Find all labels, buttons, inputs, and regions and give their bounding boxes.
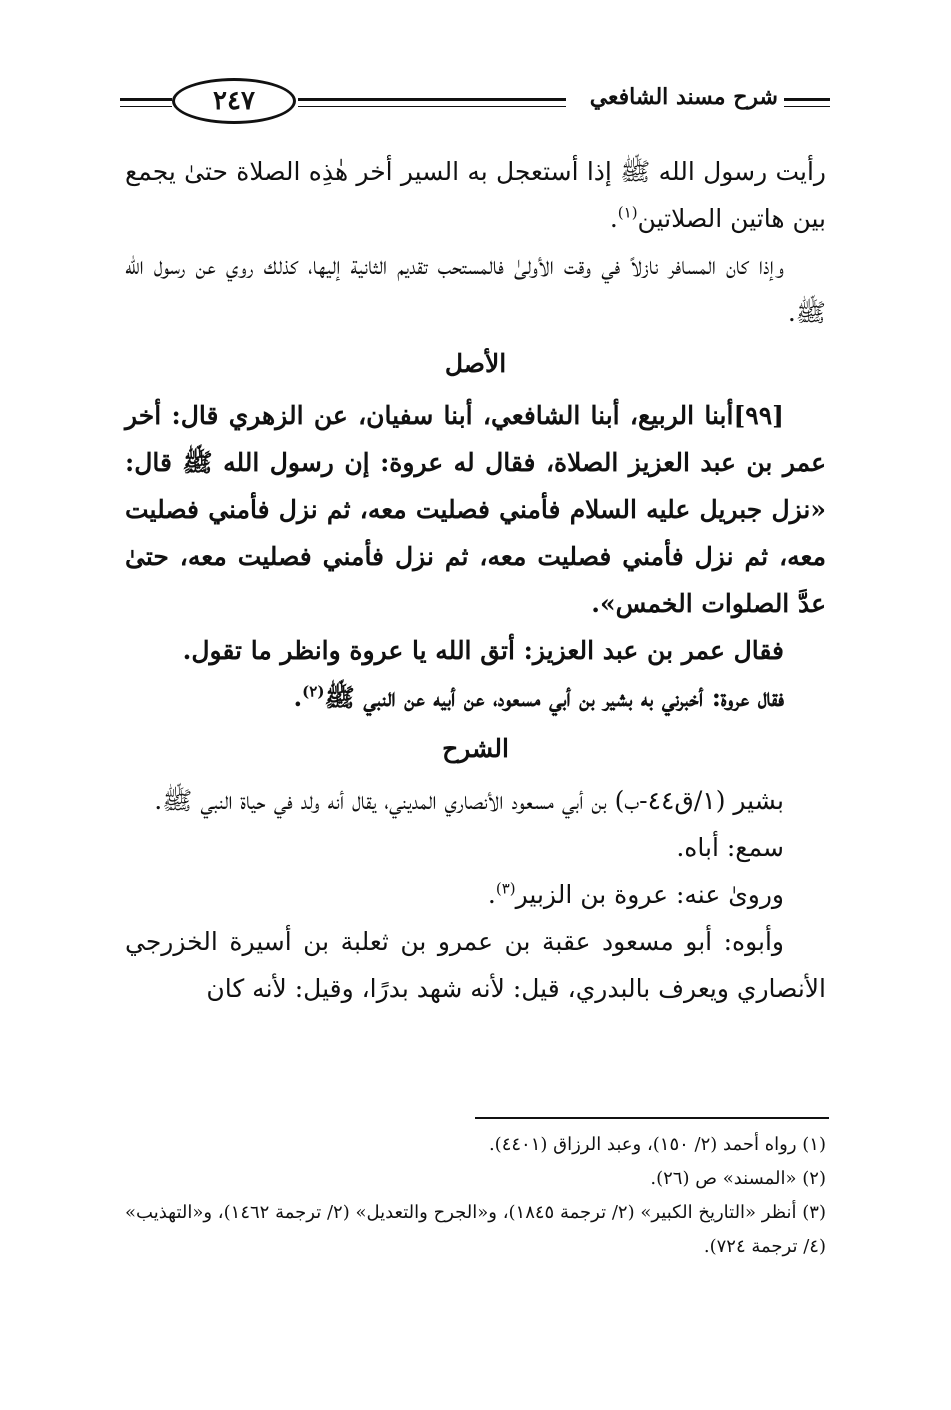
paragraph [125, 674, 826, 721]
paragraph-text: وروىٰ عنه: عروة بن الزبير [515, 880, 784, 909]
footnote-ref: (٣) [495, 879, 516, 898]
paragraph [125, 148, 826, 242]
footnote-separator [475, 1117, 829, 1119]
footnote: (٢) «المسند» ص (٢٦). [650, 1168, 826, 1189]
paragraph: وإذا كان المسافر نازلاً في وقت الأولىٰ فالمستحب تقديم الثانية إليها، كذلك روي عن رسول الله ﷺ. [125, 251, 826, 327]
footnotes [125, 1128, 826, 1264]
main-text [125, 148, 826, 1012]
footnote: (١) رواه أحمد (٢/ ١٥٠)، وعبد الرزاق (٤٤٠١). [488, 1134, 826, 1155]
section-heading: الشرح [442, 734, 509, 763]
section-heading: الأصل [444, 349, 507, 378]
footnote-ref: (١) [617, 203, 638, 222]
paragraph [125, 871, 826, 918]
header-rule [298, 98, 566, 101]
paragraph: فقال عمر بن عبد العزيز: أتق الله يا عروة وانظر ما تقول. [182, 636, 784, 665]
paragraph: بشير (١/ق٤٤-ب) بن أبي مسعود الأنصاري المديني، يقال أنه ولد في حياة النبي ﷺ. [154, 786, 784, 815]
running-header [120, 70, 830, 130]
paragraph: سمع: أباه. [676, 833, 784, 862]
paragraph-end: . [487, 880, 496, 909]
header-rule [298, 106, 566, 107]
paragraph-end: . [293, 683, 303, 712]
footnote: (٣) أنظر «التاريخ الكبير» (٢/ ترجمة ١٨٤٥)، و«الجرح والتعديل» (٢/ ترجمة ١٤٦٢)، و«التهذيب» (٤/ ترجمة ٧٢٤). [125, 1202, 826, 1257]
paragraph-end: . [609, 204, 618, 233]
footnote-ref: (٢) [302, 682, 325, 701]
paragraph: وأبوه: أبو مسعود عقبة بن عمرو بن ثعلبة بن أسيرة الخزرجي الأنصاري ويعرف بالبدري، قيل: لأنه شهد بدرًا، وقيل: لأنه كان [125, 927, 826, 1003]
paragraph-text: رأيت رسول الله ﷺ إذا أستعجل به السير أخر هٰذِه الصلاة حتىٰ يجمع بين هاتين الصلاتين [125, 157, 826, 233]
header-rule [784, 106, 830, 107]
header-rule [784, 98, 830, 101]
header-rule [120, 98, 172, 101]
hadith-text: [٩٩]أبنا الربيع، أبنا الشافعي، أبنا سفيان، عن الزهري قال: أخر عمر بن عبد العزيز الصلاة، فقال له عروة: إن رسول الله ﷺ قال: «نزل جبريل عليه السلام فأمني فصليت معه، ثم نزل فأمني فصليت معه، ثم نزل فأمني فصليت معه، ثم نزل فأمني فصليت معه، حتىٰ عدَّ الصلوات الخمس». [125, 401, 826, 618]
paragraph-text: فقال عروة: أخبرني به بشير بن أبي مسعود، عن أبيه عن النبي ﷺ [324, 683, 784, 712]
header-rule [120, 106, 172, 107]
header-title: شرح مسند الشافعي [589, 84, 778, 110]
page-number: ٢٤٧ [172, 78, 296, 124]
